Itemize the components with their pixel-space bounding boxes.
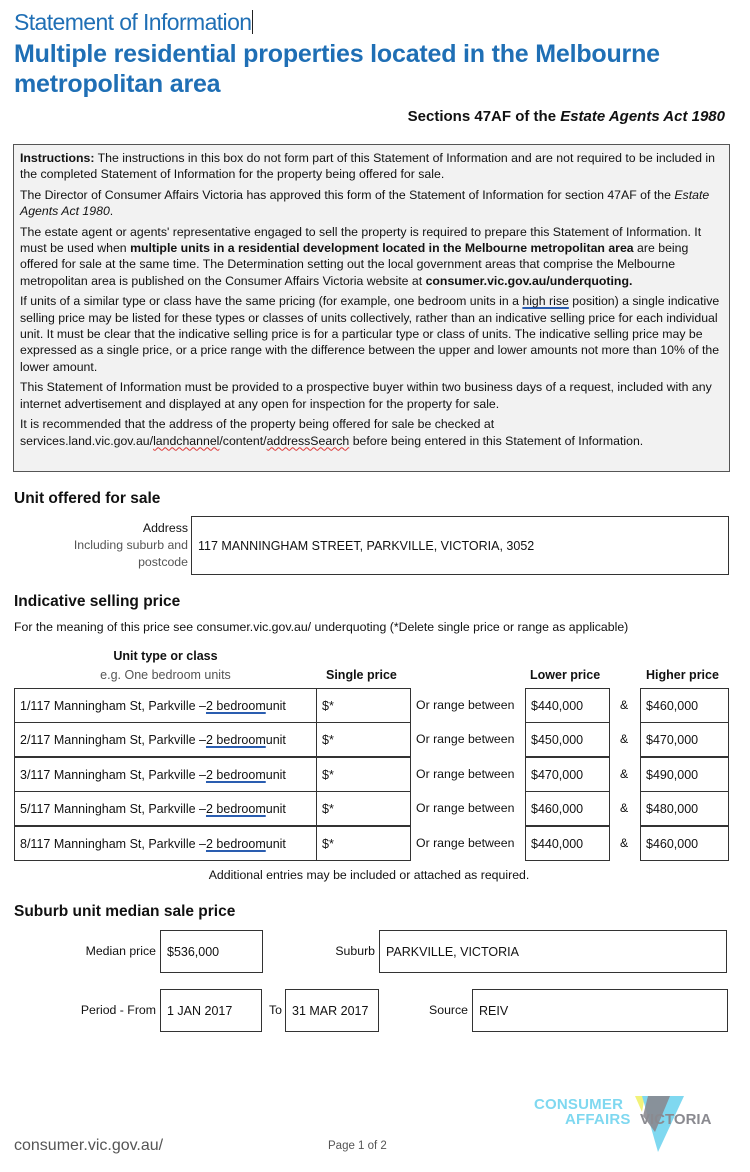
address-sublabel-postcode: postcode [138, 555, 188, 569]
range-between-label: Or range between [416, 732, 515, 746]
indicative-price-heading: Indicative selling price [14, 593, 181, 610]
col-header-single-price: Single price [326, 668, 397, 682]
lower-price-cell[interactable]: $460,000 [525, 791, 610, 826]
lower-price-cell[interactable]: $440,000 [525, 688, 610, 723]
single-price-cell[interactable]: $* [316, 688, 411, 723]
ampersand-label: & [620, 836, 629, 850]
text-cursor [252, 10, 253, 34]
unit-type-cell[interactable] [14, 791, 318, 826]
single-price-cell[interactable]: $* [316, 722, 411, 757]
median-heading: Suburb unit median sale price [14, 903, 236, 920]
page-title: Multiple residential properties located in the Melbourne metropolitan area [14, 40, 660, 98]
address-field[interactable]: 117 MANNINGHAM STREET, PARKVILLE, VICTORIA, 3052 [191, 516, 729, 575]
col-header-higher-price: Higher price [646, 668, 719, 682]
single-price-cell[interactable]: $* [316, 826, 411, 861]
address-sublabel: Including suburb and [73, 538, 188, 552]
range-between-label: Or range between [416, 836, 515, 850]
additional-entries-note: Additional entries may be included or attached as required. [208, 868, 530, 882]
underquoting-link[interactable]: consumer.vic.gov.au/underquoting. [425, 273, 633, 288]
unit-prefix: 5/117 Manningham St, Parkville – [20, 801, 206, 816]
instructions-para-3: The estate agent or agents' representative engaged to sell the property is required to prepare this Statement of Information. It must be used when multiple units in a residential development located in the Melbourne metropolitan area are being offered for sale at the same time. The Determination setting out the local government areas that comprise the Melbourne metropolitan area is published on the Consumer Affairs Victoria website at consumer.vic.gov.au/underquoting. [20, 224, 702, 288]
address-label: Address [142, 521, 188, 535]
instructions-para-4: If units of a similar type or class have the same pricing (for example, one bedroom units in a high rise position) a single indicative selling price may be listed for these types or classes of units collectively, rather than an indicative selling price for each individual unit. It must be clear that the indicative selling price is for a particular type or class of units. The indicative selling price may be expressed as a single price, or a price range with the difference between the upper and lower amounts not more than 10% of the lower amount. [20, 294, 720, 374]
higher-price-cell[interactable]: $490,000 [640, 757, 729, 792]
range-between-label: Or range between [416, 801, 515, 815]
instructions-para-1: Instructions: The instructions in this box do not form part of this Statement of Information and are not required to be included in the completed Statement of Information for the property being offered for sale. [20, 151, 715, 182]
unit-suffix: unit [265, 698, 286, 713]
ampersand-label: & [620, 698, 629, 712]
unit-prefix: 1/117 Manningham St, Parkville – [20, 698, 206, 713]
instructions-para-5: This Statement of Information must be provided to a prospective buyer within two business days of a request, included with any internet advertisement and displayed at any open for inspection for the property for sale. [20, 380, 712, 411]
unit-bedroom: 2 bedroom [205, 801, 266, 816]
higher-price-cell[interactable]: $460,000 [640, 826, 729, 861]
higher-price-cell[interactable]: $480,000 [640, 791, 729, 826]
document-label: Statement of Information [14, 9, 252, 35]
unit-suffix: unit [265, 801, 286, 816]
unit-suffix: unit [265, 732, 286, 747]
period-to-field[interactable]: 31 MAR 2017 [285, 989, 379, 1032]
unit-type-cell[interactable] [14, 826, 318, 861]
single-price-cell[interactable]: $* [316, 791, 411, 826]
unit-bedroom: 2 bedroom [205, 767, 266, 782]
logo-affairs-text: AFFAIRS [565, 1111, 631, 1128]
col-header-unit-type: Unit type or class [113, 649, 218, 663]
lower-price-cell[interactable]: $440,000 [525, 826, 610, 861]
unit-type-cell[interactable] [14, 688, 318, 723]
period-to-label: To [269, 1003, 282, 1017]
instructions-para-2: The Director of Consumer Affairs Victoria has approved this form of the Statement of Information for section 47AF of the Estate Agents Act 1980. [20, 187, 710, 219]
unit-bedroom: 2 bedroom [205, 836, 266, 851]
indicative-price-note: For the meaning of this price see consumer.vic.gov.au/ underquoting (*Delete single price or range as applicable) [14, 620, 629, 634]
ampersand-label: & [620, 732, 629, 746]
unit-offered-heading: Unit offered for sale [14, 490, 161, 507]
consumer-affairs-victoria-logo [530, 1092, 735, 1154]
logo-consumer-text: CONSUMER [534, 1096, 624, 1113]
source-field[interactable]: REIV [472, 989, 728, 1032]
suburb-label: Suburb [335, 944, 375, 958]
higher-price-cell[interactable]: $460,000 [640, 688, 729, 723]
ampersand-label: & [620, 767, 629, 781]
source-label: Source [429, 1003, 468, 1017]
col-header-unit-example: e.g. One bedroom units [100, 668, 231, 682]
lower-price-cell[interactable]: $470,000 [525, 757, 610, 792]
sections-reference: Sections 47AF of the Estate Agents Act 1980 [407, 108, 725, 125]
median-price-field[interactable]: $536,000 [160, 930, 263, 973]
median-price-label: Median price [85, 944, 156, 958]
unit-type-cell[interactable] [14, 757, 318, 792]
logo-victoria-text: VICTORIA [640, 1111, 712, 1128]
unit-bedroom: 2 bedroom [205, 732, 266, 747]
range-between-label: Or range between [416, 767, 515, 781]
unit-prefix: 8/117 Manningham St, Parkville – [20, 836, 206, 851]
page-number: Page 1 of 2 [328, 1140, 387, 1152]
unit-bedroom: 2 bedroom [205, 698, 266, 713]
single-price-cell[interactable]: $* [316, 757, 411, 792]
unit-suffix: unit [265, 767, 286, 782]
address-label-group [40, 520, 188, 571]
period-from-label: Period - From [80, 1003, 156, 1017]
period-from-field[interactable]: 1 JAN 2017 [160, 989, 262, 1032]
instructions-para-6: It is recommended that the address of the property being offered for sale be checked at services.land.vic.gov.au/landchannel/content/addressSearch before being entered in this Statement of Information. [20, 417, 644, 448]
unit-type-cell[interactable] [14, 722, 318, 757]
unit-prefix: 3/117 Manningham St, Parkville – [20, 767, 206, 782]
range-between-label: Or range between [416, 698, 515, 712]
suburb-field[interactable]: PARKVILLE, VICTORIA [379, 930, 727, 973]
unit-prefix: 2/117 Manningham St, Parkville – [20, 732, 206, 747]
col-header-lower-price: Lower price [530, 668, 601, 682]
ampersand-label: & [620, 801, 629, 815]
higher-price-cell[interactable]: $470,000 [640, 722, 729, 757]
footer-url[interactable]: consumer.vic.gov.au/ [14, 1137, 164, 1154]
instructions-box [13, 144, 730, 472]
lower-price-cell[interactable]: $450,000 [525, 722, 610, 757]
unit-suffix: unit [265, 836, 286, 851]
